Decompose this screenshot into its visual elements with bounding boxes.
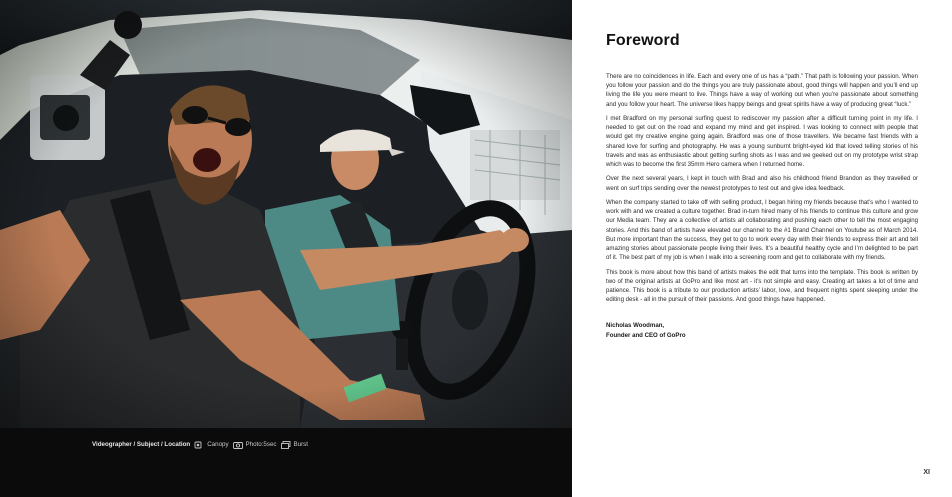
caption-mode-label: Photo:5sec (245, 441, 277, 448)
photo-camera-icon (233, 441, 242, 448)
page-title: Foreword (606, 32, 680, 49)
paragraph: There are no coincidences in life. Each and every one of us has a “path.” That path is following your passion. When you follow your passion and do the things you are truly passionate about, good things will happen and you’ll end up living the life you were meant to live. Things have a way of working out when you’re passionate about something and you follow your heart. The universe likes happy beings and great spirits have a way of producing great “luck.” (606, 73, 918, 108)
caption-bar (0, 428, 572, 497)
signature-role: Founder and CEO of GoPro (606, 331, 686, 339)
paragraph: When the company started to take off with selling product, I began hiring my friends because that’s who I wanted to work with and we created a culture together. Brad in-turn hired many of his friends to continue this culture and grow our Media team. They are a collective of artists all collaborating and pushing each other to tell the most engaging stories. And this band of artists have elevated our channel to the #1 Brand Channel on Youtube as of March 2014. But more important than the success, they get to go to work every day with their friends to express their art and tell amazing stories about passionate people living their lives. It’s a beautiful healthy cycle and I’m delighted to be part of it. The best part of my job is when I walk into a screening room and get to collaborate with my friends. (606, 199, 918, 262)
caption-credit: Videographer / Subject / Location (92, 441, 191, 448)
paragraph: I met Bradford on my personal surfing quest to rediscover my passion after a difficult turning point in my life. I needed to get out on the road and expand my mind and get inspired. I was looking to connect with people that would get my creative engine going again. Bradford was one of those travellers. We became fast friends with a shared love for surfing and photography. He was a young sunburnt bright-eyed kid that loved telling stories of his travels and was as enthusiastic about getting surfing shots as I was and we geeked out on my prototype wrist strap which was to become the first 35mm Hero camera when I returned home. (606, 115, 918, 169)
caption-mount-label: Canopy (207, 441, 229, 448)
foreword-body (606, 72, 918, 340)
signature (606, 321, 918, 339)
right-page (572, 0, 952, 497)
signature-name: Nicholas Woodman, (606, 322, 665, 330)
paragraph: Over the next several years, I kept in touch with Brad and also his childhood friend Brandon as they travelled or went on surf trips sending over the newest prototypes to test out and give idea feedback. (606, 175, 918, 192)
burst-icon (281, 441, 290, 448)
caption-burst-label: Burst (293, 441, 308, 448)
paragraph: This book is more about how this band of artists makes the edit that turns into the template. This book is written by two of the original artists at GoPro and like most art - it’s not simple and easy. Creating art takes a lot of time and patience. This book is a tribute to our production artists’ labor, love, and frequent nights spent sleeping under the editing desk - all in the pursuit of their passions. And good things have happened. (606, 268, 918, 304)
page-number: XI (923, 469, 930, 476)
photo-caption (92, 441, 308, 448)
camera-icon (194, 441, 203, 448)
